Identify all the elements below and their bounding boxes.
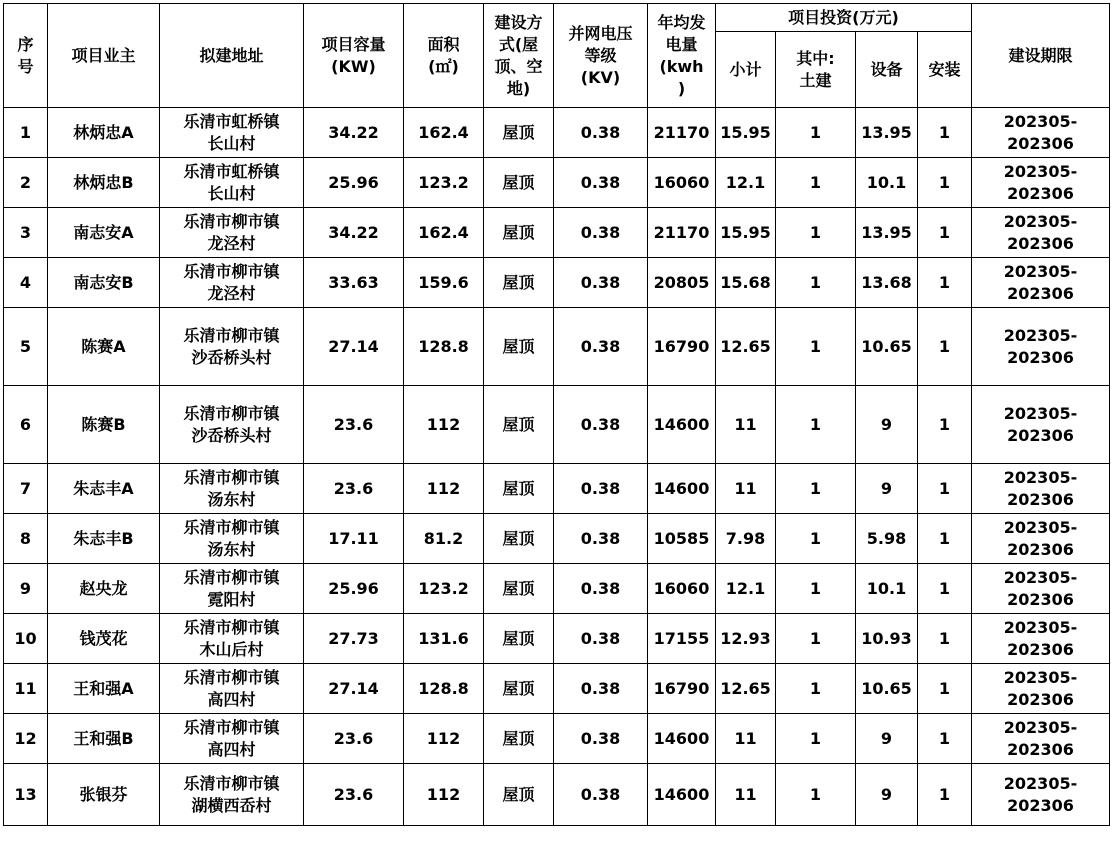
table-row: [4, 386, 1110, 464]
cell-address: 乐清市柳市镇 龙泾村: [160, 208, 304, 258]
cell-voltage: 0.38: [554, 386, 648, 464]
cell-period: 202305- 202306: [972, 108, 1110, 158]
cell-capacity: 27.14: [304, 308, 404, 386]
cell-method: 屋顶: [484, 614, 554, 664]
cell-area: 112: [404, 464, 484, 514]
cell-capacity: 23.6: [304, 764, 404, 826]
header-install: 安装: [918, 32, 972, 108]
cell-owner: 王和强B: [48, 714, 160, 764]
cell-address: 乐清市柳市镇 木山后村: [160, 614, 304, 664]
cell-method: 屋顶: [484, 514, 554, 564]
cell-capacity: 23.6: [304, 714, 404, 764]
cell-owner: 南志安A: [48, 208, 160, 258]
cell-subtotal: 12.1: [716, 564, 776, 614]
cell-seq: 3: [4, 208, 48, 258]
cell-equipment: 9: [856, 764, 918, 826]
cell-subtotal: 11: [716, 464, 776, 514]
cell-area: 162.4: [404, 108, 484, 158]
cell-period: 202305- 202306: [972, 714, 1110, 764]
cell-subtotal: 12.65: [716, 664, 776, 714]
cell-owner: 陈赛B: [48, 386, 160, 464]
cell-voltage: 0.38: [554, 614, 648, 664]
cell-address: 乐清市虹桥镇 长山村: [160, 158, 304, 208]
table-row: [4, 158, 1110, 208]
cell-address: 乐清市柳市镇 沙岙桥头村: [160, 386, 304, 464]
cell-area: 112: [404, 386, 484, 464]
cell-subtotal: 15.68: [716, 258, 776, 308]
cell-annual: 17155: [648, 614, 716, 664]
cell-voltage: 0.38: [554, 158, 648, 208]
table-row: [4, 108, 1110, 158]
cell-capacity: 23.6: [304, 386, 404, 464]
cell-subtotal: 15.95: [716, 208, 776, 258]
cell-capacity: 25.96: [304, 564, 404, 614]
cell-civil: 1: [776, 308, 856, 386]
cell-install: 1: [918, 308, 972, 386]
cell-capacity: 33.63: [304, 258, 404, 308]
cell-address: 乐清市柳市镇 高四村: [160, 664, 304, 714]
cell-period: 202305- 202306: [972, 308, 1110, 386]
cell-method: 屋顶: [484, 386, 554, 464]
cell-address: 乐清市柳市镇 汤东村: [160, 464, 304, 514]
cell-civil: 1: [776, 664, 856, 714]
cell-owner: 南志安B: [48, 258, 160, 308]
cell-period: 202305- 202306: [972, 258, 1110, 308]
cell-subtotal: 15.95: [716, 108, 776, 158]
cell-seq: 4: [4, 258, 48, 308]
cell-install: 1: [918, 208, 972, 258]
cell-civil: 1: [776, 464, 856, 514]
cell-period: 202305- 202306: [972, 664, 1110, 714]
cell-method: 屋顶: [484, 108, 554, 158]
header-period: 建设期限: [972, 4, 1110, 108]
cell-method: 屋顶: [484, 764, 554, 826]
cell-install: 1: [918, 714, 972, 764]
cell-civil: 1: [776, 386, 856, 464]
cell-capacity: 27.14: [304, 664, 404, 714]
cell-civil: 1: [776, 108, 856, 158]
cell-annual: 16790: [648, 308, 716, 386]
cell-capacity: 27.73: [304, 614, 404, 664]
cell-subtotal: 11: [716, 386, 776, 464]
cell-equipment: 10.93: [856, 614, 918, 664]
header-capacity: 项目容量 (KW): [304, 4, 404, 108]
cell-civil: 1: [776, 764, 856, 826]
cell-subtotal: 7.98: [716, 514, 776, 564]
cell-equipment: 10.1: [856, 564, 918, 614]
cell-voltage: 0.38: [554, 764, 648, 826]
cell-area: 123.2: [404, 158, 484, 208]
cell-address: 乐清市柳市镇 高四村: [160, 714, 304, 764]
cell-area: 112: [404, 764, 484, 826]
cell-method: 屋顶: [484, 664, 554, 714]
cell-install: 1: [918, 108, 972, 158]
cell-annual: 20805: [648, 258, 716, 308]
cell-seq: 9: [4, 564, 48, 614]
header-subtotal: 小计: [716, 32, 776, 108]
cell-seq: 6: [4, 386, 48, 464]
cell-annual: 14600: [648, 714, 716, 764]
cell-voltage: 0.38: [554, 108, 648, 158]
cell-period: 202305- 202306: [972, 614, 1110, 664]
cell-period: 202305- 202306: [972, 514, 1110, 564]
header-equipment: 设备: [856, 32, 918, 108]
cell-capacity: 34.22: [304, 108, 404, 158]
cell-voltage: 0.38: [554, 714, 648, 764]
table-row: [4, 714, 1110, 764]
cell-area: 128.8: [404, 308, 484, 386]
cell-seq: 12: [4, 714, 48, 764]
cell-voltage: 0.38: [554, 208, 648, 258]
cell-capacity: 34.22: [304, 208, 404, 258]
cell-install: 1: [918, 564, 972, 614]
cell-owner: 林炳忠A: [48, 108, 160, 158]
cell-area: 123.2: [404, 564, 484, 614]
cell-equipment: 9: [856, 714, 918, 764]
cell-seq: 8: [4, 514, 48, 564]
cell-annual: 16060: [648, 564, 716, 614]
cell-capacity: 25.96: [304, 158, 404, 208]
cell-seq: 1: [4, 108, 48, 158]
cell-install: 1: [918, 158, 972, 208]
cell-seq: 13: [4, 764, 48, 826]
cell-seq: 7: [4, 464, 48, 514]
cell-area: 112: [404, 714, 484, 764]
cell-period: 202305- 202306: [972, 208, 1110, 258]
cell-capacity: 23.6: [304, 464, 404, 514]
cell-civil: 1: [776, 714, 856, 764]
cell-install: 1: [918, 664, 972, 714]
cell-area: 131.6: [404, 614, 484, 664]
cell-address: 乐清市柳市镇 霓阳村: [160, 564, 304, 614]
cell-annual: 21170: [648, 208, 716, 258]
cell-seq: 11: [4, 664, 48, 714]
cell-civil: 1: [776, 614, 856, 664]
cell-equipment: 13.68: [856, 258, 918, 308]
header-area: 面积 (㎡): [404, 4, 484, 108]
cell-method: 屋顶: [484, 714, 554, 764]
cell-subtotal: 11: [716, 764, 776, 826]
header-voltage: 并网电压 等级 (KV): [554, 4, 648, 108]
cell-area: 159.6: [404, 258, 484, 308]
cell-annual: 16790: [648, 664, 716, 714]
cell-annual: 10585: [648, 514, 716, 564]
cell-voltage: 0.38: [554, 258, 648, 308]
cell-method: 屋顶: [484, 258, 554, 308]
cell-method: 屋顶: [484, 464, 554, 514]
cell-period: 202305- 202306: [972, 464, 1110, 514]
cell-owner: 朱志丰B: [48, 514, 160, 564]
cell-subtotal: 12.93: [716, 614, 776, 664]
cell-area: 162.4: [404, 208, 484, 258]
cell-install: 1: [918, 258, 972, 308]
header-method: 建设方 式(屋 顶、空 地): [484, 4, 554, 108]
cell-voltage: 0.38: [554, 564, 648, 614]
cell-voltage: 0.38: [554, 464, 648, 514]
cell-equipment: 10.65: [856, 664, 918, 714]
cell-subtotal: 12.1: [716, 158, 776, 208]
cell-annual: 21170: [648, 108, 716, 158]
cell-owner: 钱茂花: [48, 614, 160, 664]
cell-subtotal: 11: [716, 714, 776, 764]
cell-seq: 5: [4, 308, 48, 386]
cell-address: 乐清市柳市镇 汤东村: [160, 514, 304, 564]
cell-annual: 16060: [648, 158, 716, 208]
cell-annual: 14600: [648, 386, 716, 464]
cell-address: 乐清市柳市镇 沙岙桥头村: [160, 308, 304, 386]
table-row: [4, 464, 1110, 514]
table-row: [4, 208, 1110, 258]
cell-install: 1: [918, 514, 972, 564]
cell-install: 1: [918, 464, 972, 514]
cell-civil: 1: [776, 564, 856, 614]
cell-install: 1: [918, 764, 972, 826]
cell-owner: 王和强A: [48, 664, 160, 714]
header-seq: 序 号: [4, 4, 48, 108]
cell-method: 屋顶: [484, 564, 554, 614]
cell-owner: 赵央龙: [48, 564, 160, 614]
cell-seq: 10: [4, 614, 48, 664]
table-row: [4, 258, 1110, 308]
cell-owner: 陈赛A: [48, 308, 160, 386]
table-row: [4, 614, 1110, 664]
table-row: [4, 664, 1110, 714]
cell-civil: 1: [776, 258, 856, 308]
table-row: [4, 564, 1110, 614]
cell-voltage: 0.38: [554, 664, 648, 714]
cell-equipment: 10.1: [856, 158, 918, 208]
cell-equipment: 9: [856, 386, 918, 464]
header-investment: 项目投资(万元): [716, 4, 972, 32]
cell-owner: 林炳忠B: [48, 158, 160, 208]
cell-seq: 2: [4, 158, 48, 208]
cell-annual: 14600: [648, 764, 716, 826]
cell-civil: 1: [776, 158, 856, 208]
cell-address: 乐清市柳市镇 龙泾村: [160, 258, 304, 308]
table-row: [4, 514, 1110, 564]
header-annual: 年均发 电量 (kwh ): [648, 4, 716, 108]
cell-area: 128.8: [404, 664, 484, 714]
cell-period: 202305- 202306: [972, 386, 1110, 464]
cell-equipment: 10.65: [856, 308, 918, 386]
cell-period: 202305- 202306: [972, 764, 1110, 826]
cell-equipment: 5.98: [856, 514, 918, 564]
cell-equipment: 13.95: [856, 208, 918, 258]
cell-method: 屋顶: [484, 158, 554, 208]
cell-civil: 1: [776, 208, 856, 258]
project-table: [3, 3, 1110, 826]
cell-method: 屋顶: [484, 308, 554, 386]
header-civil: 其中: 土建: [776, 32, 856, 108]
cell-civil: 1: [776, 514, 856, 564]
cell-period: 202305- 202306: [972, 564, 1110, 614]
table-body: [4, 108, 1110, 826]
table-row: [4, 764, 1110, 826]
cell-subtotal: 12.65: [716, 308, 776, 386]
cell-voltage: 0.38: [554, 514, 648, 564]
header-owner: 项目业主: [48, 4, 160, 108]
cell-install: 1: [918, 386, 972, 464]
cell-install: 1: [918, 614, 972, 664]
cell-equipment: 13.95: [856, 108, 918, 158]
cell-capacity: 17.11: [304, 514, 404, 564]
cell-period: 202305- 202306: [972, 158, 1110, 208]
table-row: [4, 308, 1110, 386]
cell-address: 乐清市柳市镇 湖横西岙村: [160, 764, 304, 826]
cell-method: 屋顶: [484, 208, 554, 258]
header-address: 拟建地址: [160, 4, 304, 108]
cell-owner: 朱志丰A: [48, 464, 160, 514]
cell-address: 乐清市虹桥镇 长山村: [160, 108, 304, 158]
cell-equipment: 9: [856, 464, 918, 514]
cell-annual: 14600: [648, 464, 716, 514]
cell-voltage: 0.38: [554, 308, 648, 386]
cell-area: 81.2: [404, 514, 484, 564]
cell-owner: 张银芬: [48, 764, 160, 826]
